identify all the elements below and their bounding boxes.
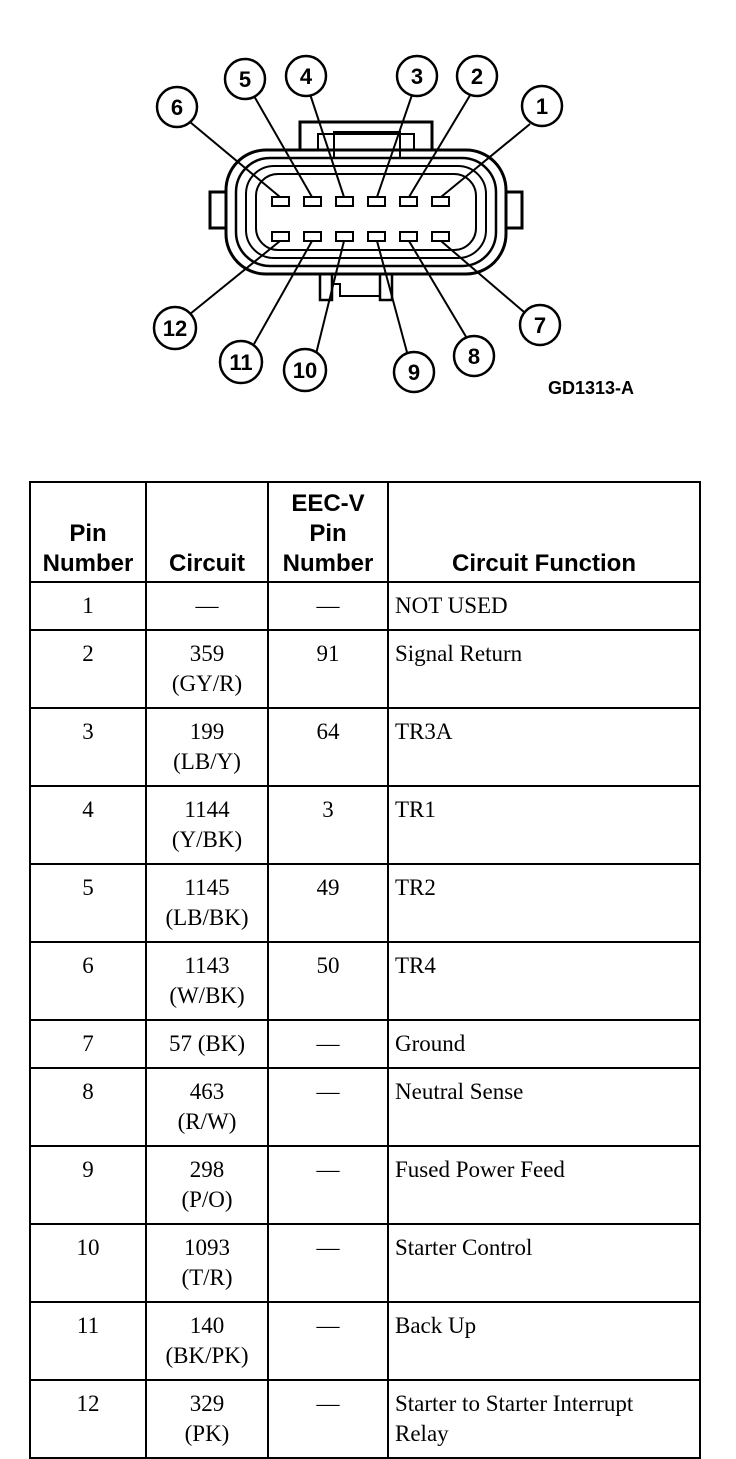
pin-number-cell: 2 [30,630,146,708]
circuit-cell: 57 (BK) [146,1020,268,1068]
circuit-cell: 1093 (T/R) [146,1224,268,1302]
svg-text:12: 12 [162,316,188,341]
callout-6 [157,87,197,127]
circuit-function-cell: TR3A [388,708,700,786]
callout-10 [284,349,326,391]
svg-text:1: 1 [535,94,549,119]
table-row [30,786,700,864]
circuit-cell: 140 (BK/PK) [146,1302,268,1380]
circuit-cell: 1143 (W/BK) [146,942,268,1020]
connector-diagram [0,0,736,440]
table-row [30,942,700,1020]
circuit-function-cell: TR2 [388,864,700,942]
connector-body [210,122,522,300]
callout-4 [286,56,326,96]
eec-pin-cell: — [268,1068,388,1146]
circuit-cell: 359 (GY/R) [146,630,268,708]
callout-12 [154,307,196,349]
eec-pin-cell: 3 [268,786,388,864]
svg-text:6: 6 [170,95,184,120]
pin-rows [30,582,700,1458]
circuit-cell: 298 (P/O) [146,1146,268,1224]
circuit-cell: 463 (R/W) [146,1068,268,1146]
pin-number-cell: 1 [30,582,146,630]
pin-table [29,481,701,1459]
figure-id: GD1313-A [548,378,635,398]
eec-pin-cell: 49 [268,864,388,942]
circuit-function-cell: Starter Control [388,1224,700,1302]
table-row [30,864,700,942]
eec-pin-cell: — [268,1302,388,1380]
svg-text:5: 5 [238,67,252,92]
svg-text:9: 9 [407,360,421,385]
pin-number-cell: 5 [30,864,146,942]
table-row [30,630,700,708]
circuit-cell: 1145 (LB/BK) [146,864,268,942]
svg-text:4: 4 [299,64,313,89]
svg-text:2: 2 [470,64,484,89]
pin-number-cell: 10 [30,1224,146,1302]
callout-1 [522,86,562,126]
callout-8 [454,336,494,376]
svg-text:7: 7 [533,313,547,338]
callout-7 [520,305,560,345]
svg-text:11: 11 [229,350,253,375]
eec-pin-cell: 50 [268,942,388,1020]
table-row [30,1146,700,1224]
eec-pin-cell: — [268,582,388,630]
circuit-function-cell: Neutral Sense [388,1068,700,1146]
table-row [30,1224,700,1302]
table-row [30,1302,700,1380]
terminal-cavities [272,197,449,241]
pin-number-cell: 12 [30,1380,146,1458]
pin-number-cell: 7 [30,1020,146,1068]
pin-number-cell: 11 [30,1302,146,1380]
svg-text:10: 10 [292,358,318,383]
circuit-function-cell: Fused Power Feed [388,1146,700,1224]
callout-5 [225,59,265,99]
circuit-function-cell: Back Up [388,1302,700,1380]
eec-pin-cell: — [268,1224,388,1302]
circuit-function-cell: Signal Return [388,630,700,708]
callout-3 [397,56,437,96]
eec-pin-cell: — [268,1020,388,1068]
table-row [30,582,700,630]
callout-2 [457,56,497,96]
table-row [30,1020,700,1068]
table-row [30,1068,700,1146]
circuit-cell: 1144 (Y/BK) [146,786,268,864]
circuit-function-cell: Ground [388,1020,700,1068]
svg-text:3: 3 [410,64,424,89]
circuit-cell: — [146,582,268,630]
header-pin-number: Pin Number [30,482,146,582]
circuit-function-cell: TR4 [388,942,700,1020]
circuit-cell: 199 (LB/Y) [146,708,268,786]
circuit-function-cell: TR1 [388,786,700,864]
circuit-cell: 329 (PK) [146,1380,268,1458]
circuit-function-cell: NOT USED [388,582,700,630]
header-circuit-function: Circuit Function [388,482,700,582]
pin-number-cell: 9 [30,1146,146,1224]
pin-number-cell: 3 [30,708,146,786]
pin-number-cell: 4 [30,786,146,864]
svg-text:8: 8 [467,344,481,369]
table-header-row [30,482,700,582]
circuit-function-cell: Starter to Starter Interrupt Relay [388,1380,700,1458]
header-eec-pin-number: EEC-V Pin Number [268,482,388,582]
eec-pin-cell: — [268,1380,388,1458]
callout-9 [394,352,434,392]
eec-pin-cell: 64 [268,708,388,786]
eec-pin-cell: — [268,1146,388,1224]
pin-number-cell: 8 [30,1068,146,1146]
header-circuit: Circuit [146,482,268,582]
table-row [30,708,700,786]
callout-11 [220,341,262,383]
pin-number-cell: 6 [30,942,146,1020]
table-row [30,1380,700,1458]
eec-pin-cell: 91 [268,630,388,708]
